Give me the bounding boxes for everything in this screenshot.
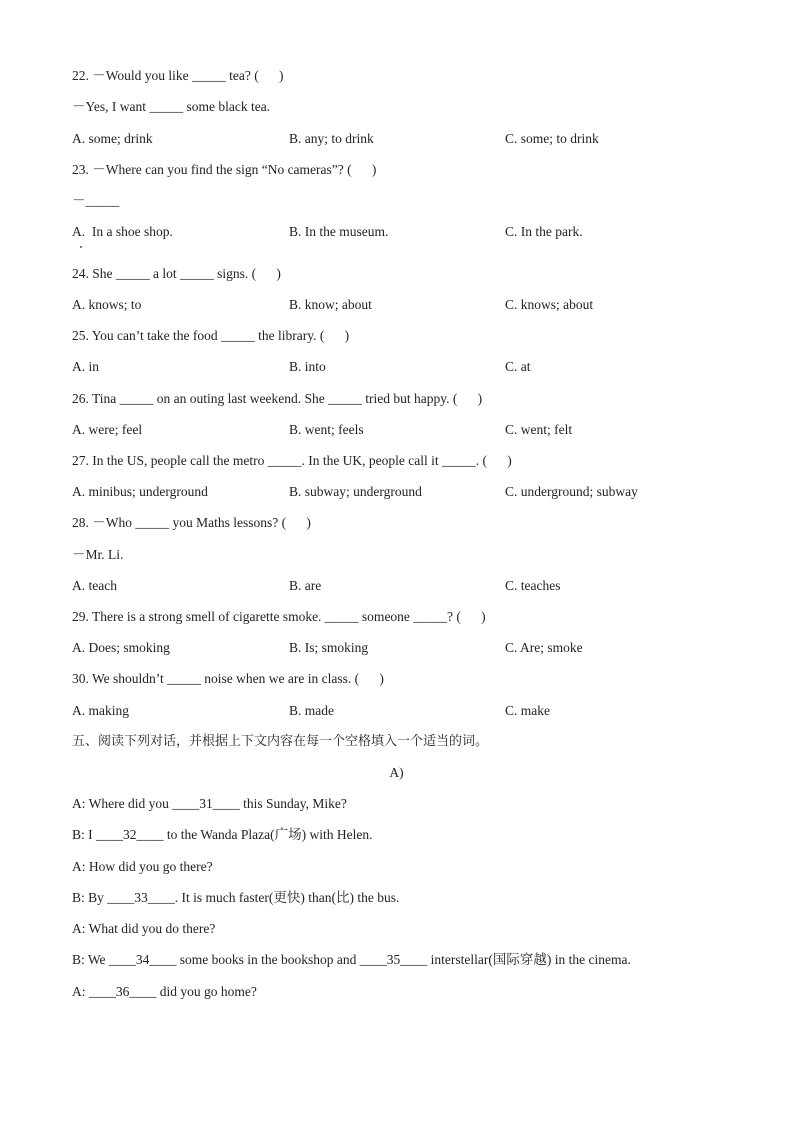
option-b: B. are [289, 578, 322, 593]
question-28-reply: －Mr. Li. [72, 547, 124, 562]
question-24-options [72, 297, 732, 313]
option-a: A. some; drink [72, 131, 153, 146]
option-b: B. Is; smoking [289, 640, 369, 655]
question-23-reply: －_____ [72, 193, 120, 208]
option-a: A. In a shoe shop. [72, 224, 173, 239]
dialogue-line-7: A: ____36____ did you go home? [72, 984, 257, 999]
stray-dot-mark [80, 246, 82, 248]
option-b: B. subway; underground [289, 484, 422, 499]
option-c: C. knows; about [505, 297, 594, 312]
option-b: B. into [289, 359, 326, 374]
option-a: A. minibus; underground [72, 484, 208, 499]
option-c: C. at [505, 359, 531, 374]
option-a: A. Does; smoking [72, 640, 170, 655]
question-22-options [72, 131, 732, 147]
option-c: C. went; felt [505, 422, 573, 437]
dialogue-line-6: B: We ____34____ some books in the bookshop and ____35____ interstellar(国际穿越) in the cinema. [72, 952, 631, 967]
question-27-stem: 27. In the US, people call the metro _____. In the UK, people call it _____. ( ) [72, 453, 512, 468]
question-30-stem: 30. We shouldn’t _____ noise when we are in class. ( ) [72, 671, 384, 686]
dialogue-line-2: B: I ____32____ to the Wanda Plaza(广场) with Helen. [72, 827, 373, 842]
dialogue-line-3: A: How did you go there? [72, 859, 213, 874]
question-30-options [72, 703, 732, 719]
option-c: C. teaches [505, 578, 561, 593]
question-27-options [72, 484, 732, 500]
dialogue-line-4: B: By ____33____. It is much faster(更快) than(比) the bus. [72, 890, 400, 905]
question-26-options [72, 422, 732, 438]
dialogue-line-1: A: Where did you ____31____ this Sunday, Mike? [72, 796, 347, 811]
option-b: B. In the museum. [289, 224, 389, 239]
option-c: C. In the park. [505, 224, 583, 239]
question-25-stem: 25. You can’t take the food _____ the library. ( ) [72, 328, 350, 343]
option-c: C. make [505, 703, 550, 718]
option-a: A. making [72, 703, 129, 718]
option-c: C. some; to drink [505, 131, 599, 146]
option-a: A. knows; to [72, 297, 142, 312]
option-c: C. underground; subway [505, 484, 638, 499]
question-29-options [72, 640, 732, 656]
dialogue-line-5: A: What did you do there? [72, 921, 216, 936]
option-b: B. made [289, 703, 334, 718]
question-25-options [72, 359, 732, 375]
question-23-stem: 23. －Where can you find the sign “No cameras”? ( ) [72, 162, 377, 177]
question-24-stem: 24. She _____ a lot _____ signs. ( ) [72, 266, 281, 281]
question-28-stem: 28. －Who _____ you Maths lessons? ( ) [72, 515, 311, 530]
option-b: B. went; feels [289, 422, 364, 437]
section-5-heading: 五、阅读下列对话，并根据上下文内容在每一个空格填入一个适当的词。 [72, 734, 489, 749]
question-28-options [72, 578, 732, 594]
option-a: A. were; feel [72, 422, 143, 437]
option-c: C. Are; smoke [505, 640, 583, 655]
question-29-stem: 29. There is a strong smell of cigarette smoke. _____ someone _____? ( ) [72, 609, 486, 624]
option-a: A. teach [72, 578, 117, 593]
question-23-options [72, 224, 732, 240]
option-a: A. in [72, 359, 99, 374]
option-b: B. any; to drink [289, 131, 374, 146]
question-22-reply: －Yes, I want _____ some black tea. [72, 99, 271, 114]
question-22-stem: 22. －Would you like _____ tea? ( ) [72, 68, 284, 83]
option-b: B. know; about [289, 297, 372, 312]
section-5-part-label: A) [389, 765, 404, 780]
question-26-stem: 26. Tina _____ on an outing last weekend. She _____ tried but happy. ( ) [72, 391, 483, 406]
